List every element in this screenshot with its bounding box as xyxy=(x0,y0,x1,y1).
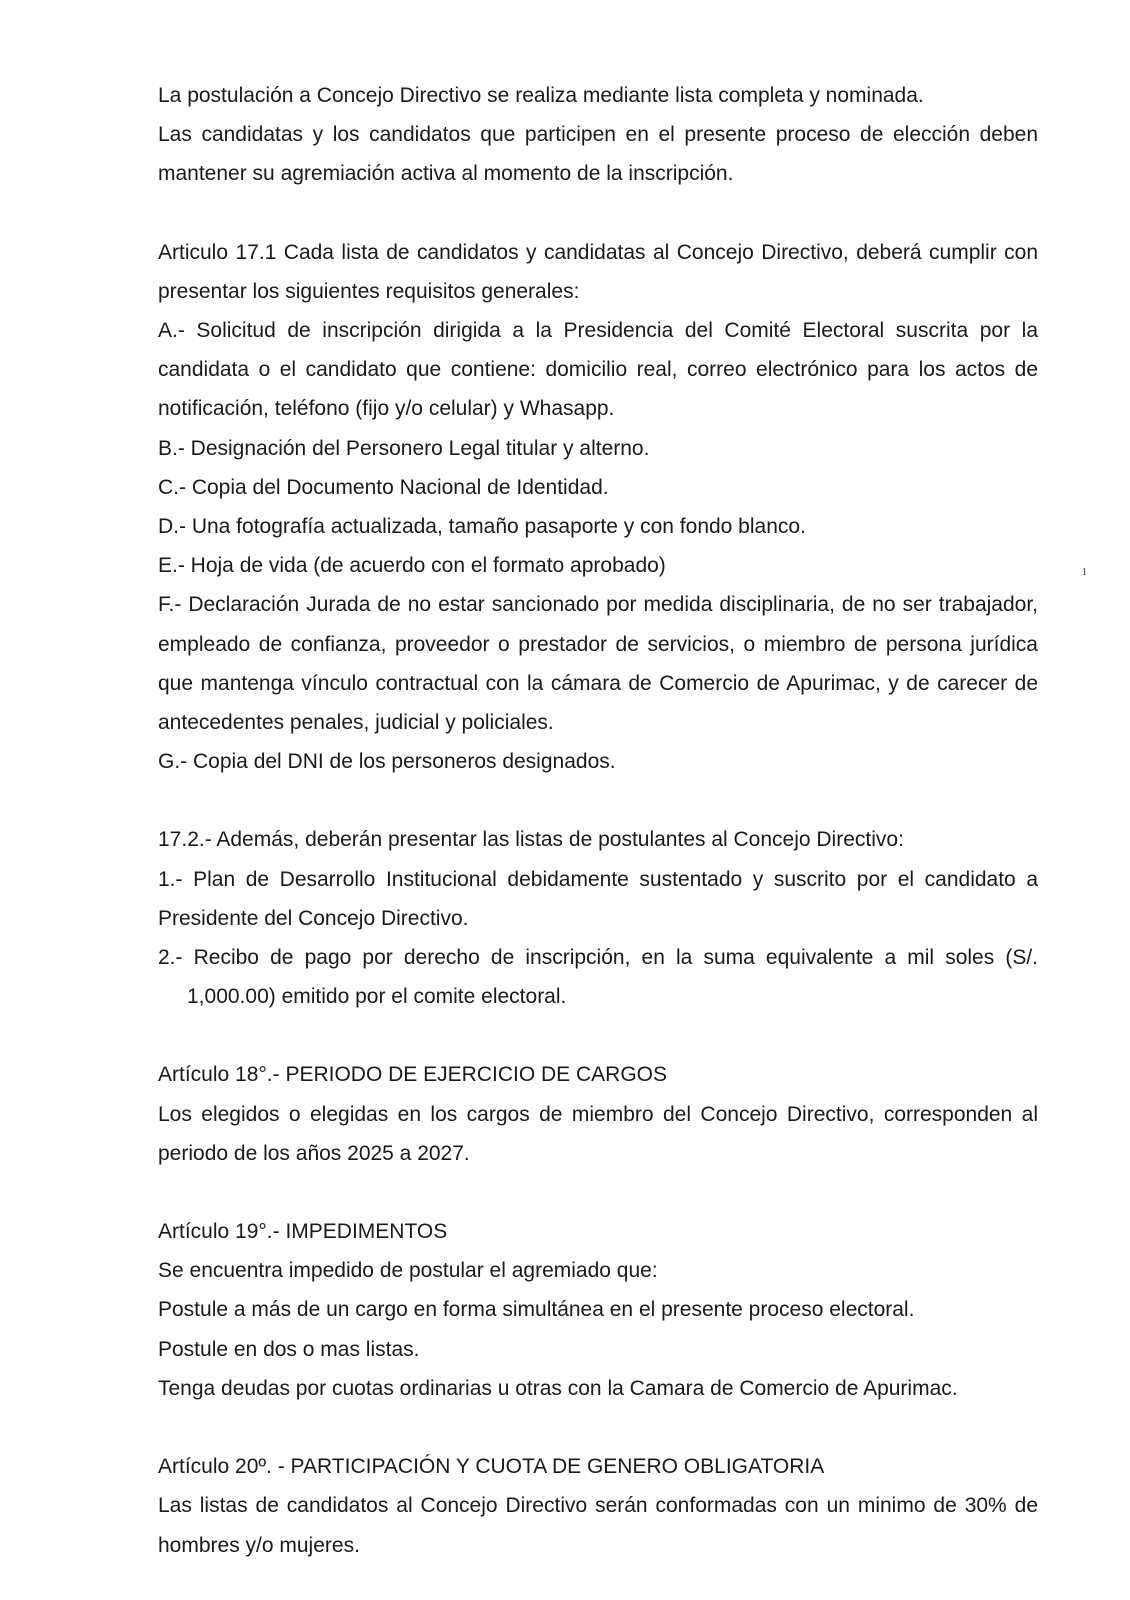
article-19-line: Postule en dos o mas listas. xyxy=(158,1337,420,1361)
article-17-2-heading: 17.2.- Además, deberán presentar las listas de postulantes al Concejo Directivo: xyxy=(158,828,904,852)
article-19-line: Se encuentra impedido de postular el agremiado que: xyxy=(158,1259,658,1283)
additional-item-2: 2.- Recibo de pago por derecho de inscripción, en la suma equivalente a mil soles (S/. 1,000.00) emitido por el comite electoral. xyxy=(158,946,1038,1009)
article-17-1-heading: Articulo 17.1 Cada lista de candidatos y candidatas al Concejo Directivo, deberá cumplir con presentar los siguientes requisitos generales: xyxy=(158,240,1038,303)
section-spacer xyxy=(158,1173,1038,1212)
article-18-body: Los elegidos o elegidas en los cargos de miembro del Concejo Directivo, corresponden al periodo de los años 2025 a 2027. xyxy=(158,1102,1038,1165)
additional-item-1: 1.- Plan de Desarrollo Institucional debidamente sustentado y suscrito por el candidato a Presidente del Concejo Directivo. xyxy=(158,867,1038,930)
section-spacer xyxy=(158,194,1038,233)
requirement-item-c: C.- Copia del Documento Nacional de Identidad. xyxy=(158,475,609,499)
intro-line-1: La postulación a Concejo Directivo se realiza mediante lista completa y nominada. xyxy=(158,84,924,107)
section-spacer xyxy=(158,781,1038,820)
article-19-line: Postule a más de un cargo en forma simultánea en el presente proceso electoral. xyxy=(158,1298,915,1322)
requirement-item-b: B.- Designación del Personero Legal titular y alterno. xyxy=(158,436,650,460)
requirement-item-a: A.- Solicitud de inscripción dirigida a la Presidencia del Comité Electoral suscrita por la candidata o el candidato que contiene: domicilio real, correo electrónico para los actos de notificación, teléfono (fijo y/o celular) y Whasapp. xyxy=(158,319,1038,421)
article-20-body: Las listas de candidatos al Concejo Directivo serán conformadas con un minimo de 30% de hombres y/o mujeres. xyxy=(158,1494,1038,1557)
document-page xyxy=(158,76,1038,1565)
page-number: 1 xyxy=(1082,567,1087,578)
section-spacer xyxy=(158,1016,1038,1055)
article-19-heading: Artículo 19°.- IMPEDIMENTOS xyxy=(158,1220,448,1244)
section-spacer xyxy=(158,1408,1038,1447)
requirement-item-g: G.- Copia del DNI de los personeros designados. xyxy=(158,750,616,774)
article-18-heading: Artículo 18°.- PERIODO DE EJERCICIO DE CARGOS xyxy=(158,1063,668,1087)
intro-line-2: Las candidatas y los candidatos que participen en el presente proceso de elección deben mantener su agremiación activa al momento de la inscripción. xyxy=(158,123,1038,186)
requirement-item-e: E.- Hoja de vida (de acuerdo con el formato aprobado) xyxy=(158,554,666,578)
article-20-heading: Artículo 20º. - PARTICIPACIÓN Y CUOTA DE GENERO OBLIGATORIA xyxy=(158,1455,825,1479)
requirement-item-d: D.- Una fotografía actualizada, tamaño pasaporte y con fondo blanco. xyxy=(158,515,806,539)
article-19-line: Tenga deudas por cuotas ordinarias u otras con la Camara de Comercio de Apurimac. xyxy=(158,1376,958,1400)
requirement-item-f: F.- Declaración Jurada de no estar sancionado por medida disciplinaria, de no ser trabajador, empleado de confianza, proveedor o prestador de servicios, o miembro de persona jurídica que mantenga vínculo contractual con la cámara de Comercio de Apurimac, y de carecer de antecedentes penales, judicial y policiales. xyxy=(158,593,1038,735)
